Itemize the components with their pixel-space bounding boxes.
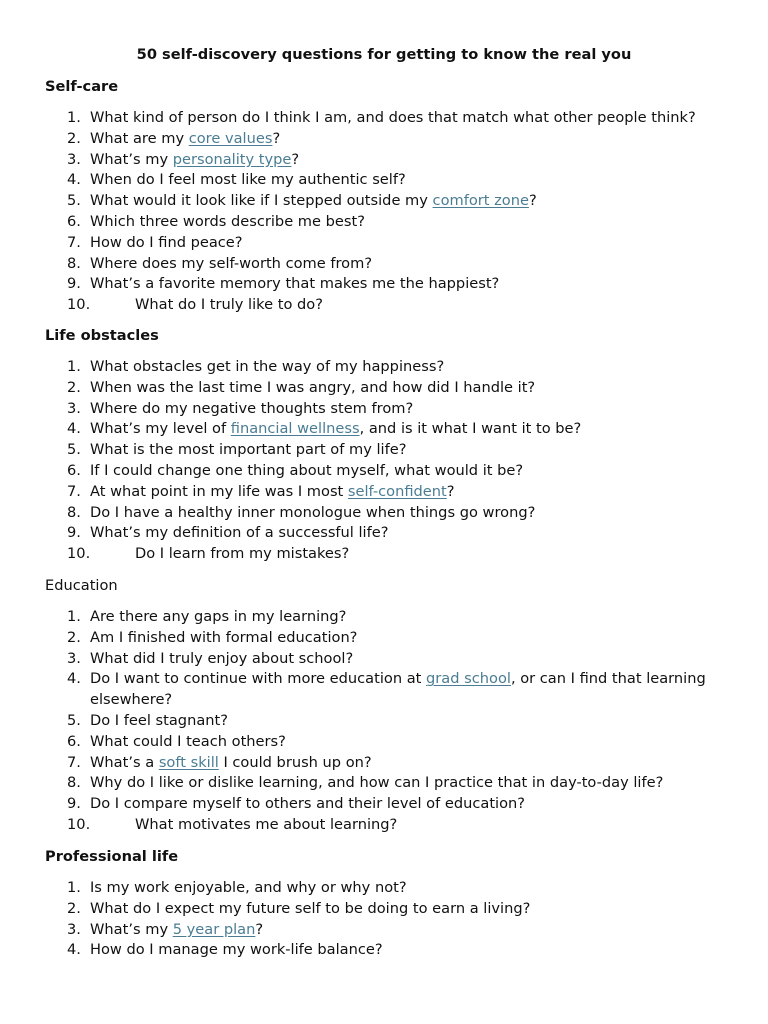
question-text: What’s my (90, 920, 173, 938)
item-number: 5. (67, 192, 81, 210)
question-text: At what point in my life was I most (90, 482, 348, 500)
question-text: Do I compare myself to others and their level of education? (90, 795, 526, 813)
page-title: 50 self-discovery questions for getting to know the real you (136, 46, 632, 63)
item-number: 2. (67, 129, 81, 147)
item-number: 2. (67, 378, 81, 396)
section-education (45, 576, 735, 836)
question-text: Are there any gaps in my learning? (90, 608, 347, 625)
list-item (45, 773, 735, 794)
question-text: What kind of person do I think I am, and does that match what other people think? (90, 109, 696, 126)
question-text: How do I manage my work-life balance? (90, 941, 383, 959)
question-text: What is the most important part of my life? (90, 441, 407, 459)
item-number: 8. (67, 254, 81, 272)
question-text: , or can I find that learning elsewhere? (90, 670, 706, 709)
list-item (45, 878, 735, 899)
item-number: 1. (67, 879, 81, 896)
item-number: 6. (67, 212, 81, 230)
question-text: If I could change one thing about myself, what would it be? (90, 461, 524, 479)
section-heading: Education (45, 577, 118, 594)
item-number: 3. (67, 150, 81, 168)
list-item (45, 794, 735, 815)
list-item (45, 753, 735, 774)
link-grad-school[interactable]: grad school (426, 670, 511, 688)
list-item (45, 669, 735, 711)
section-heading: Life obstacles (45, 327, 159, 344)
question-text: Do I have a healthy inner monologue when things go wrong? (90, 503, 536, 521)
question-text: Where do my negative thoughts stem from? (90, 399, 414, 417)
question-text: What would it look like if I stepped outside my (90, 192, 433, 210)
question-text: , and is it what I want it to be? (359, 420, 582, 438)
question-list (45, 357, 735, 565)
question-text: Am I finished with formal education? (90, 628, 358, 646)
list-item (45, 295, 735, 316)
question-list (45, 108, 735, 316)
item-number: 4. (67, 941, 81, 959)
item-number: 10. (67, 545, 91, 563)
list-item (45, 711, 735, 732)
section-life-obstacles (45, 326, 735, 565)
list-item (45, 649, 735, 670)
question-text: ? (272, 129, 281, 147)
question-text: ? (528, 192, 537, 210)
item-number: 3. (67, 399, 81, 417)
item-number: 1. (67, 358, 81, 375)
list-item (45, 461, 735, 482)
list-item (45, 357, 735, 378)
link-personality-type[interactable]: personality type (172, 150, 292, 168)
item-number: 3. (67, 649, 81, 667)
question-list (45, 607, 735, 836)
question-text: Which three words describe me best? (90, 212, 365, 230)
section-heading: Self-care (45, 78, 119, 95)
item-number: 4. (67, 171, 81, 189)
list-item (45, 108, 735, 129)
question-text: What’s my level of (90, 420, 231, 438)
question-text: Do I want to continue with more education at (90, 670, 427, 688)
item-number: 1. (67, 109, 81, 126)
list-item (45, 150, 735, 171)
item-number: 4. (67, 670, 81, 688)
item-number: 8. (67, 503, 81, 521)
item-number: 6. (67, 461, 81, 479)
question-text: What motivates me about learning? (135, 815, 398, 833)
question-text: What could I teach others? (90, 732, 286, 750)
list-item (45, 170, 735, 191)
list-item (45, 419, 735, 440)
question-text: What’s my (90, 150, 173, 168)
question-text: ? (255, 920, 264, 938)
item-number: 8. (67, 774, 81, 792)
question-text: I could brush up on? (218, 753, 372, 771)
question-text: What’s a favorite memory that makes me the happiest? (90, 275, 500, 293)
question-text: ? (291, 150, 300, 168)
item-number: 2. (67, 628, 81, 646)
item-number: 6. (67, 732, 81, 750)
section-self-care (45, 77, 735, 316)
question-text: What did I truly enjoy about school? (90, 649, 354, 667)
question-text: Do I feel stagnant? (90, 711, 228, 729)
question-text: How do I find peace? (90, 233, 243, 251)
list-item (45, 607, 735, 628)
list-item (45, 940, 735, 961)
list-item (45, 920, 735, 941)
question-text: When was the last time I was angry, and how did I handle it? (90, 378, 536, 396)
list-item (45, 899, 735, 920)
item-number: 7. (67, 753, 81, 771)
item-number: 2. (67, 899, 81, 917)
section-heading: Professional life (45, 848, 179, 865)
item-number: 1. (67, 608, 81, 625)
question-text: Why do I like or dislike learning, and how can I practice that in day-to-day life? (90, 774, 664, 792)
question-text: What do I truly like to do? (135, 296, 323, 314)
list-item (45, 399, 735, 420)
list-item (45, 544, 735, 565)
list-item (45, 732, 735, 753)
question-text: What are my (90, 129, 189, 147)
link-5-year-plan[interactable]: 5 year plan (172, 920, 256, 938)
list-item (45, 815, 735, 836)
item-number: 7. (67, 482, 81, 500)
list-item (45, 191, 735, 212)
link-comfort-zone[interactable]: comfort zone (432, 192, 529, 210)
item-number: 5. (67, 441, 81, 459)
list-item (45, 212, 735, 233)
item-number: 3. (67, 920, 81, 938)
link-self-confident[interactable]: self-confident (347, 482, 447, 500)
list-item (45, 274, 735, 295)
list-item (45, 440, 735, 461)
item-number: 10. (67, 815, 91, 833)
link-financial-wellness[interactable]: financial wellness (230, 420, 360, 438)
question-text: What’s my definition of a successful life? (90, 524, 389, 542)
item-number: 9. (67, 524, 81, 542)
item-number: 9. (67, 795, 81, 813)
list-item (45, 503, 735, 524)
list-item (45, 233, 735, 254)
question-text: Do I learn from my mistakes? (135, 545, 350, 563)
section-professional-life (45, 847, 735, 961)
item-number: 10. (67, 296, 91, 314)
item-number: 5. (67, 711, 81, 729)
question-text: ? (446, 482, 455, 500)
list-item (45, 378, 735, 399)
list-item (45, 482, 735, 503)
question-text: What’s a (90, 753, 159, 771)
list-item (45, 523, 735, 544)
link-core-values[interactable]: core values (188, 129, 273, 147)
question-text: What obstacles get in the way of my happiness? (90, 358, 445, 375)
question-text: Where does my self-worth come from? (90, 254, 373, 272)
question-text: Is my work enjoyable, and why or why not? (90, 879, 407, 896)
question-text: What do I expect my future self to be doing to earn a living? (90, 899, 531, 917)
list-item (45, 254, 735, 275)
item-number: 4. (67, 420, 81, 438)
list-item (45, 628, 735, 649)
item-number: 9. (67, 275, 81, 293)
item-number: 7. (67, 233, 81, 251)
list-item (45, 129, 735, 150)
question-text: When do I feel most like my authentic self? (90, 171, 406, 189)
link-soft-skill[interactable]: soft skill (158, 753, 219, 771)
question-list (45, 878, 735, 961)
